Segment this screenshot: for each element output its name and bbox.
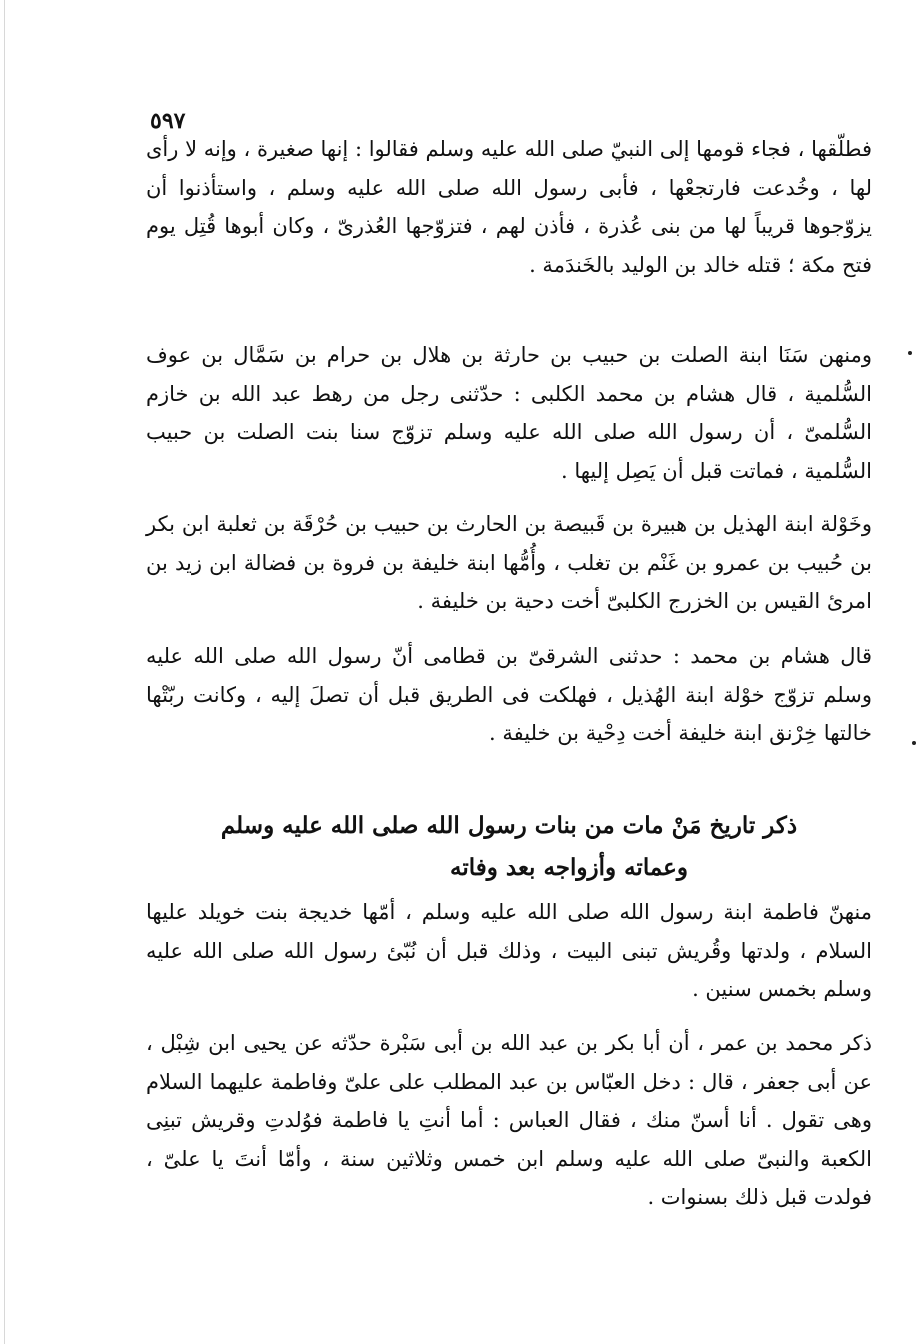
page-edge-line <box>4 0 5 1344</box>
paragraph-khawla-divorce: فطلّقها ، فجاء قومها إلى النبيّ صلى الله عليه وسلم فقالوا : إنها صغيرة ، وإنه لا رأى لها ، وخُدعت فارتجعْها ، فأبى رسول الله صلى الله عليه وسلم ، واستأذنوا أن يزوّجوها قريباً لها من بنى عُذرة ، فأذن لهم ، فتزوّجها العُذرىّ ، وكان أبوها قُتِل يوم فتح مكة ؛ قتله خالد بن الوليد بالخَندَمة . <box>146 137 872 277</box>
section-heading <box>146 805 872 889</box>
section-heading-line-2: وعماته وأزواجه بعد وفاته <box>450 854 688 881</box>
paragraph-khawla-bint-al-hudhayl: وخَوْلة ابنة الهذيل بن هبيرة بن قَبيصة بن الحارث بن حبيب بن حُرْقَة بن ثعلبة ابن بكر بن حُبيب بن عمرو بن غَنْم بن تغلب ، وأُمُّها ابنة خليفة بن فروة بن فضالة ابن زيد بن امرئ القيس بن الخزرج الكلبىّ أخت دحية بن خليفة . <box>146 512 872 613</box>
page-number: ٥٩٧ <box>150 108 186 134</box>
paragraph-sana-bint-al-salt: ومنهن سَنَا ابنة الصلت بن حبيب بن حارثة بن هلال بن حرام بن سَمَّال بن عوف السُّلمية ، قال هشام بن محمد الكلبى : حدّثنى رجل من رهط عبد الله بن خازم السُّلمىّ ، أن رسول الله صلى الله عليه وسلم تزوّج سنا بنت الصلت بن حبيب السُّلمية ، فماتت قبل أن يَصِل إليها . <box>146 343 872 483</box>
paragraph-fatima-birth: منهنّ فاطمة ابنة رسول الله صلى الله عليه وسلم ، أمّها خديجة بنت خويلد عليها السلام ، ولدتها وقُريش تبنى البيت ، وذلك قبل أن نُبّئ رسول الله صلى الله عليه وسلم بخمس سنين . <box>146 900 872 1001</box>
section-heading-line-1: ذكر تاريخ مَنْ مات من بنات رسول الله صلى الله عليه وسلم <box>220 812 798 839</box>
margin-dot <box>912 741 916 745</box>
margin-dot <box>908 351 912 355</box>
paragraph-abbas-narration: ذكر محمد بن عمر ، أن أبا بكر بن عبد الله بن أبى سَبْرة حدّثه عن يحيى ابن شِبْل ، عن أبى جعفر ، قال : دخل العبّاس بن عبد المطلب على علىّ وفاطمة عليهما السلام وهى تقول . أنا أسنّ منك ، فقال العباس : أما أنتِ يا فاطمة فوُلدتِ وقريش تبنِى الكعبة والنبىّ صلى الله عليه وسلم ابن خمس وثلاثين سنة ، وأمّا أنتَ يا علىّ ، فولدت قبل ذلك بسنوات . <box>146 1031 872 1209</box>
paragraph-hisham-narration: قال هشام بن محمد : حدثنى الشرقىّ بن قطامى أنّ رسول الله صلى الله عليه وسلم تزوّج خوْلة ابنة الهُذيل ، فهلكت فى الطريق قبل أن تصلَ إليه ، وكانت ربّتْها خالتها خِرْنق ابنة خليفة أخت دِحْية بن خليفة . <box>146 644 872 745</box>
